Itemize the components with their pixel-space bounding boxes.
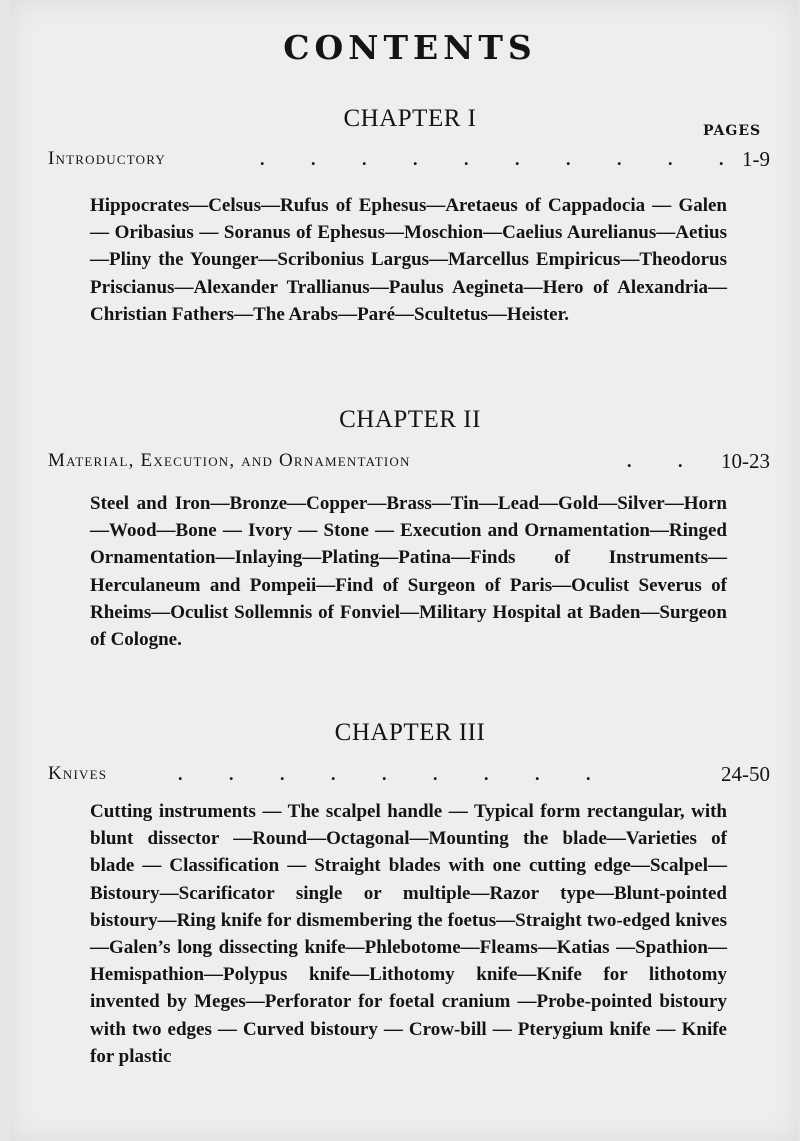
contents-title: CONTENTS — [283, 28, 537, 67]
chapter-1-pages: 1-9 — [742, 147, 770, 171]
chapter-3-summary: Cutting instruments — The scalpel handle — Typical form rectangular, with blunt dissector —Round—Octagonal—Mounting the blade—Varieties of blade — Classification — Straight blades with one cutting edge—Scalpel—Bistoury—Scarificator single or multiple—Razor type—Blunt-pointed bistoury—Ring knife for dismembering the foetus—Straight two-edged knives —Galen’s long dissecting knife—Phlebotome—Fleams—Katias —Spathion—Hemispathion—Polypus knife—Lithotomy knife—Knife for lithotomy invented by Meges—Perforator for foetal cranium —Probe-pointed bistoury with two edges — Curved bistoury — Crow-bill — Pterygium knife — Knife for plastic — [90, 801, 727, 1067]
chapter-1-entry[interactable] — [48, 144, 770, 174]
chapter-1-title: Introductory — [48, 148, 166, 169]
book-page — [10, 0, 798, 1141]
chapter-2-pages: 10-23 — [721, 449, 770, 473]
chapter-2-heading: CHAPTER II — [339, 406, 481, 433]
chapter-3-entry[interactable] — [48, 759, 770, 789]
chapter-2-summary: Steel and Iron—Bronze—Copper—Brass—Tin—Lead—Gold—Silver—Horn—Wood—Bone — Ivory — Stone — Execution and Ornamentation—Ringed Ornamentation—Inlaying—Plating—Patina—Finds of Instruments—Herculaneum and Pompeii—Find of Surgeon of Paris—Oculist Severus of Rheims—Oculist Sollemnis of Fonviel—Military Hospital at Baden—Surgeon of Cologne. — [90, 493, 727, 651]
chapter-2-title: Material, Execution, and Ornamentation — [48, 450, 411, 471]
chapter-3-heading: CHAPTER III — [334, 719, 486, 746]
leader-dots: . . — [627, 451, 704, 471]
chapter-2-entry[interactable] — [48, 446, 770, 476]
leader-dots: . . . . . . . . . — [178, 764, 612, 784]
leader-dots: . . . . . . . . . . — [260, 149, 745, 169]
chapter-3-title: Knives — [48, 763, 108, 784]
chapter-1-summary: Hippocrates—Celsus—Rufus of Ephesus—Aretaeus of Cappadocia — Galen — Oribasius — Soranus of Ephesus—Moschion—Caelius Aurelianus—Aetius—Pliny the Younger—Scribonius Largus—Marcellus Empiricus—Theodorus Priscianus—Alexander Trallianus—Paulus Aegineta—Hero of Alexandria—Christian Fathers—The Arabs—Paré—Scultetus—Heister. — [90, 195, 727, 325]
pages-column-label: PAGES — [703, 123, 762, 139]
chapter-3-pages: 24-50 — [721, 762, 770, 786]
chapter-1-heading: CHAPTER I — [343, 105, 477, 132]
